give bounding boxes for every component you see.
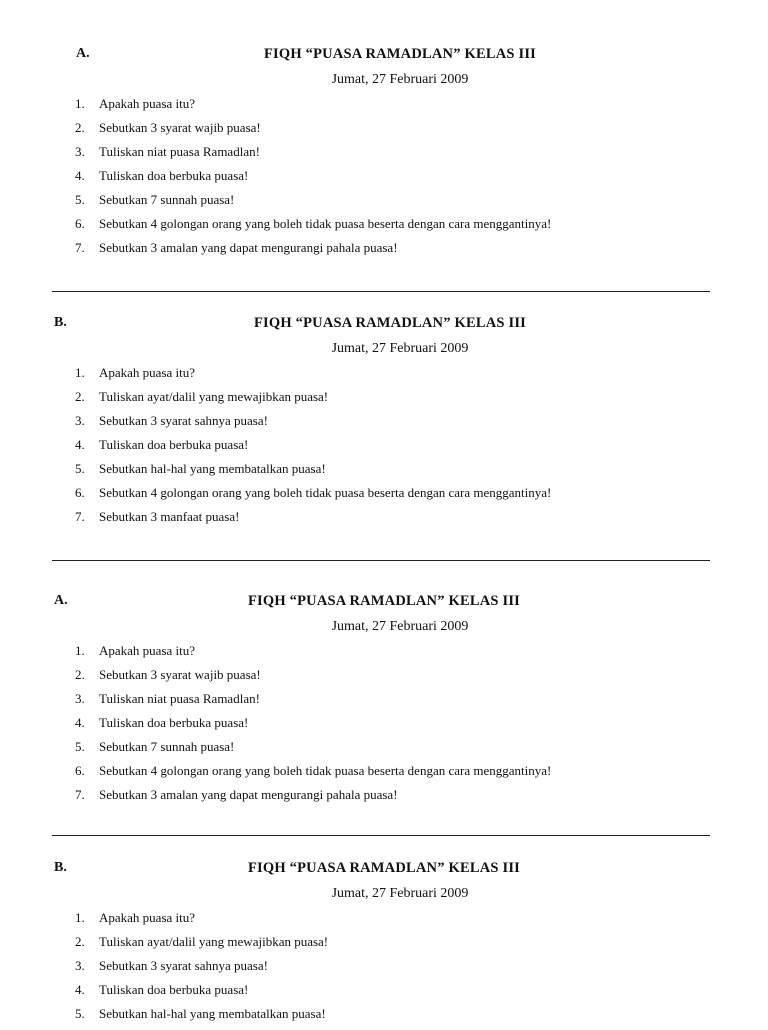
section-date: Jumat, 27 Februari 2009 (331, 619, 469, 634)
section-divider (52, 291, 710, 292)
section-title: FIQH “PUASA RAMADLAN” KELAS III (247, 593, 521, 609)
section-label: B. (54, 315, 67, 330)
section-date: Jumat, 27 Februari 2009 (331, 72, 469, 87)
section-title: FIQH “PUASA RAMADLAN” KELAS III (263, 46, 537, 62)
section-title: FIQH “PUASA RAMADLAN” KELAS III (253, 315, 527, 331)
section-date: Jumat, 27 Februari 2009 (331, 886, 469, 901)
section-divider (52, 560, 710, 561)
section-label: A. (76, 46, 90, 61)
section-label: B. (54, 860, 67, 875)
section-divider (52, 835, 710, 836)
section-label: A. (54, 593, 68, 608)
section-date: Jumat, 27 Februari 2009 (331, 341, 469, 356)
quiz-page: A. FIQH “PUASA RAMADLAN” KELAS III Jumat, 27 Februari 2009 1. Apakah puasa itu? 2. Sebutkan 3 syarat wajib puasa! 3. Tuliskan niat puasa Ramadlan! 4. Tuliskan doa berbuka puasa! 5. Sebutkan 7 sunnah puasa! 6. Sebutkan 4 golongan orang yang boleh tidak puasa beserta dengan cara menggantinya! 7. Sebutkan 3 amalan yang dapat mengurangi pahala puasa! B. FIQH “PUASA RAMADLAN” KELAS III Jumat, 27 Februari 2009 1. Apakah puasa itu? 2. Tuliskan ayat/dalil yang mewajibkan puasa! 3. Sebutkan 3 syarat sahnya puasa! 4. Tuliskan doa berbuka puasa! 5. Sebutkan hal-hal yang membatalkan puasa! 6. Sebutkan 4 golongan orang yang boleh tidak puasa beserta dengan cara menggantinya! 7. Sebutkan 3 manfaat puasa! A. FIQH “PUASA RAMADLAN” KELAS III Jumat, 27 Februari 2009 1. Apakah puasa itu? 2. Sebutkan 3 syarat wajib puasa! 3. Tuliskan niat puasa Ramadlan! 4. Tuliskan doa berbuka puasa! 5. Sebutkan 7 sunnah puasa! 6. Sebutkan 4 golongan orang yang boleh tidak puasa beserta dengan cara menggantinya! 7. Sebutkan 3 amalan yang dapat mengurangi pahala puasa! B. FIQH “PUASA RAMADLAN” KELAS III Jumat, 27 Februari 2009 1. Apakah puasa itu? 2. Tuliskan ayat/dalil yang mewajibkan puasa! 3. Sebutkan 3 syarat sahnya puasa! 4. Tuliskan doa berbuka puasa! 5. Sebutkan hal-hal yang membatalkan puasa! (0, 0, 768, 1024)
section-title: FIQH “PUASA RAMADLAN” KELAS III (247, 860, 521, 876)
